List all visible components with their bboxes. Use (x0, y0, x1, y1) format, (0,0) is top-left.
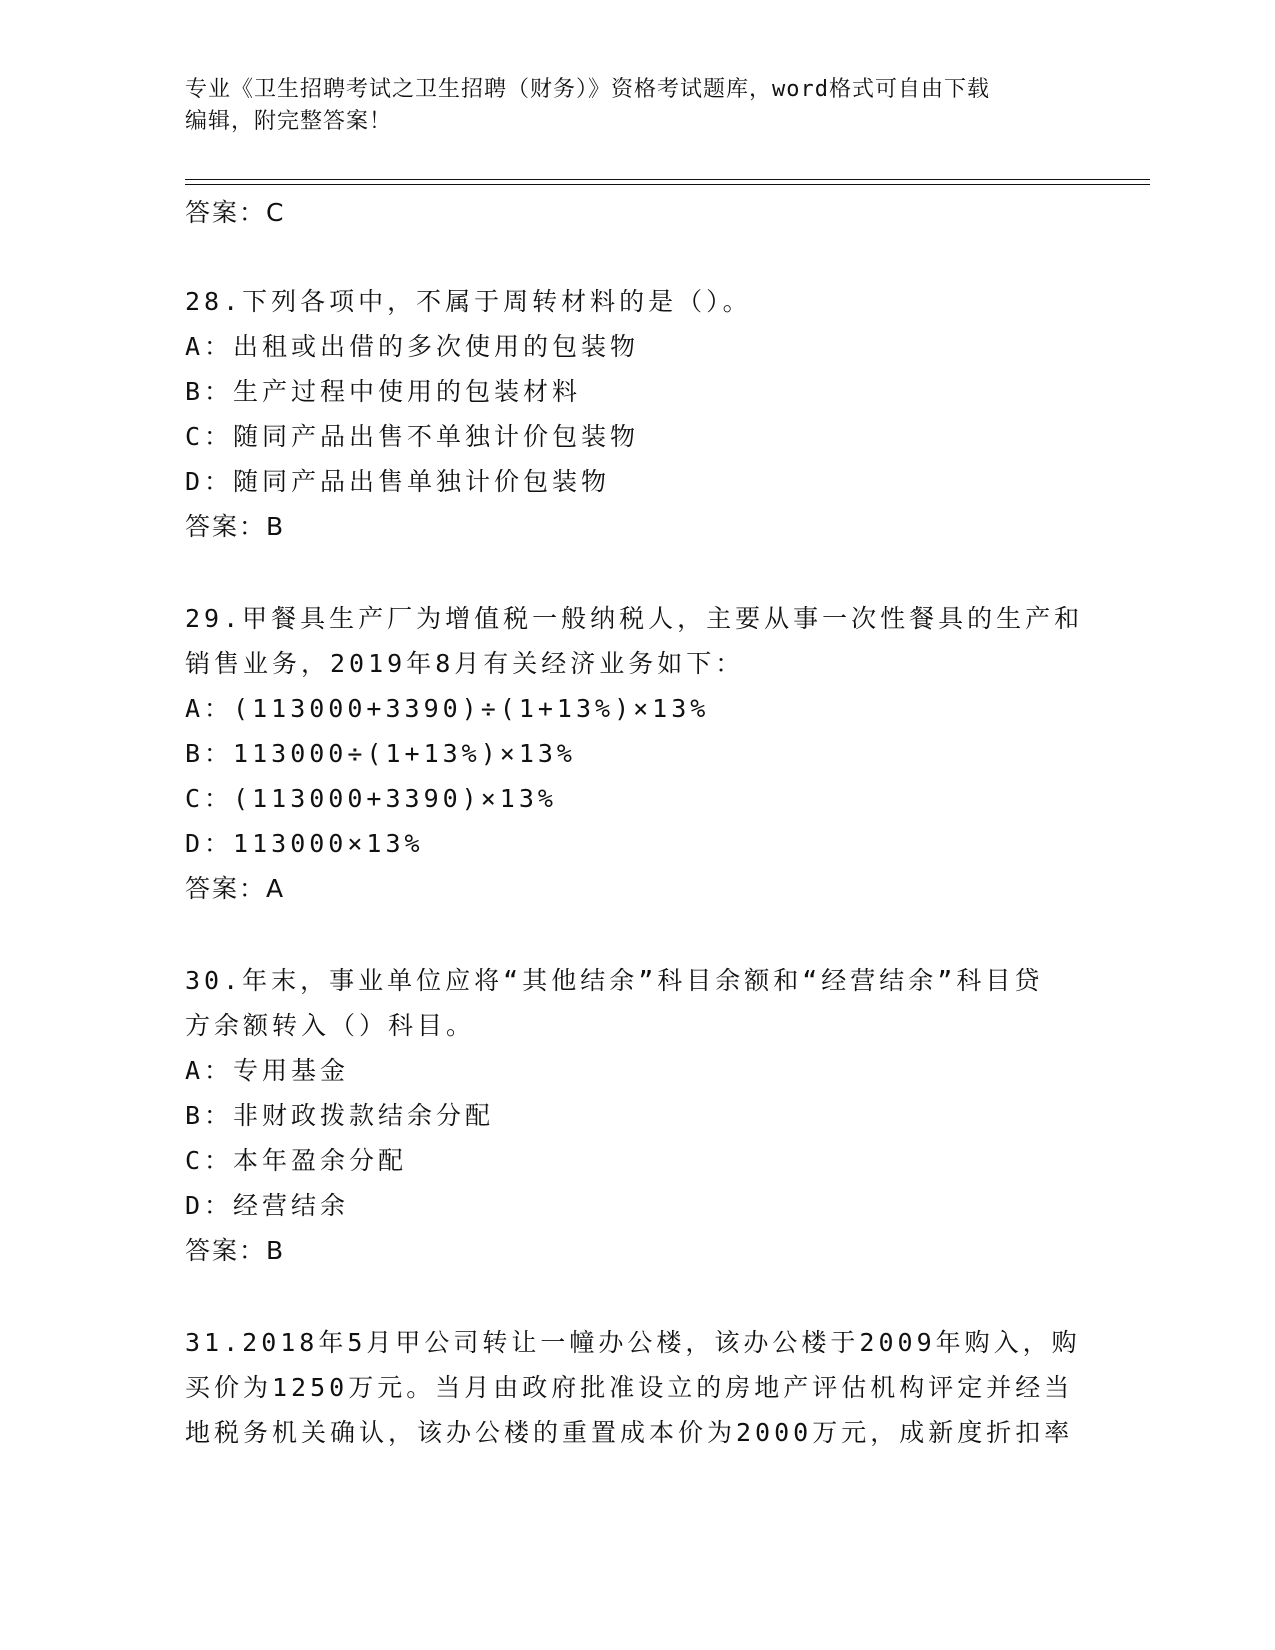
option-c: C：(113000+3390)×13% (185, 784, 557, 813)
option-b: B：113000÷(1+13%)×13% (185, 739, 576, 768)
question-31 (185, 1320, 1081, 1455)
question-content (185, 190, 1084, 1455)
option-a: A：(113000+3390)÷(1+13%)×13% (185, 694, 710, 723)
option-d: D：113000×13% (185, 829, 424, 858)
question-29 (185, 596, 1084, 911)
option-d: D：经营结余 (185, 1191, 350, 1220)
previous-answer: 答案：C (185, 198, 286, 227)
option-c: C：随同产品出售不单独计价包装物 (185, 422, 640, 451)
question-answer: 答案：B (185, 512, 286, 541)
header-rule-top (185, 179, 1150, 180)
header-line-2: 编辑，附完整答案！ (185, 109, 393, 134)
question-28 (185, 279, 1075, 549)
header-line-1: 专业《卫生招聘考试之卫生招聘（财务）》资格考试题库，word格式可自由下载 (185, 77, 990, 102)
question-answer: 答案：B (185, 1236, 286, 1265)
option-a: A：出租或出借的多次使用的包装物 (185, 332, 640, 361)
question-stem-continued: 地税务机关确认，该办公楼的重置成本价为2000万元，成新度折扣率 (185, 1418, 1074, 1447)
question-stem-continued: 买价为1250万元。当月由政府批准设立的房地产评估机构评定并经当 (185, 1373, 1074, 1402)
question-stem: 29.甲餐具生产厂为增值税一般纳税人，主要从事一次性餐具的生产和 (185, 604, 1084, 633)
option-b: B：生产过程中使用的包装材料 (185, 377, 582, 406)
question-30 (185, 958, 1075, 1273)
question-stem: 31.2018年5月甲公司转让一幢办公楼，该办公楼于2009年购入，购 (185, 1328, 1081, 1357)
question-answer: 答案：A (185, 874, 286, 903)
page-header (185, 74, 1065, 138)
question-stem: 30.年末，事业单位应将“其他结余”科目余额和“经营结余”科目贷 (185, 966, 1044, 995)
option-c: C：本年盈余分配 (185, 1146, 408, 1175)
option-b: B：非财政拨款结余分配 (185, 1101, 495, 1130)
question-stem: 28.下列各项中，不属于周转材料的是（）。 (185, 287, 752, 316)
question-stem-continued: 方余额转入（）科目。 (185, 1011, 476, 1040)
option-a: A：专用基金 (185, 1056, 350, 1085)
option-d: D：随同产品出售单独计价包装物 (185, 467, 611, 496)
question-stem-continued: 销售业务，2019年8月有关经济业务如下： (185, 649, 745, 678)
header-rule-bottom (185, 184, 1150, 185)
